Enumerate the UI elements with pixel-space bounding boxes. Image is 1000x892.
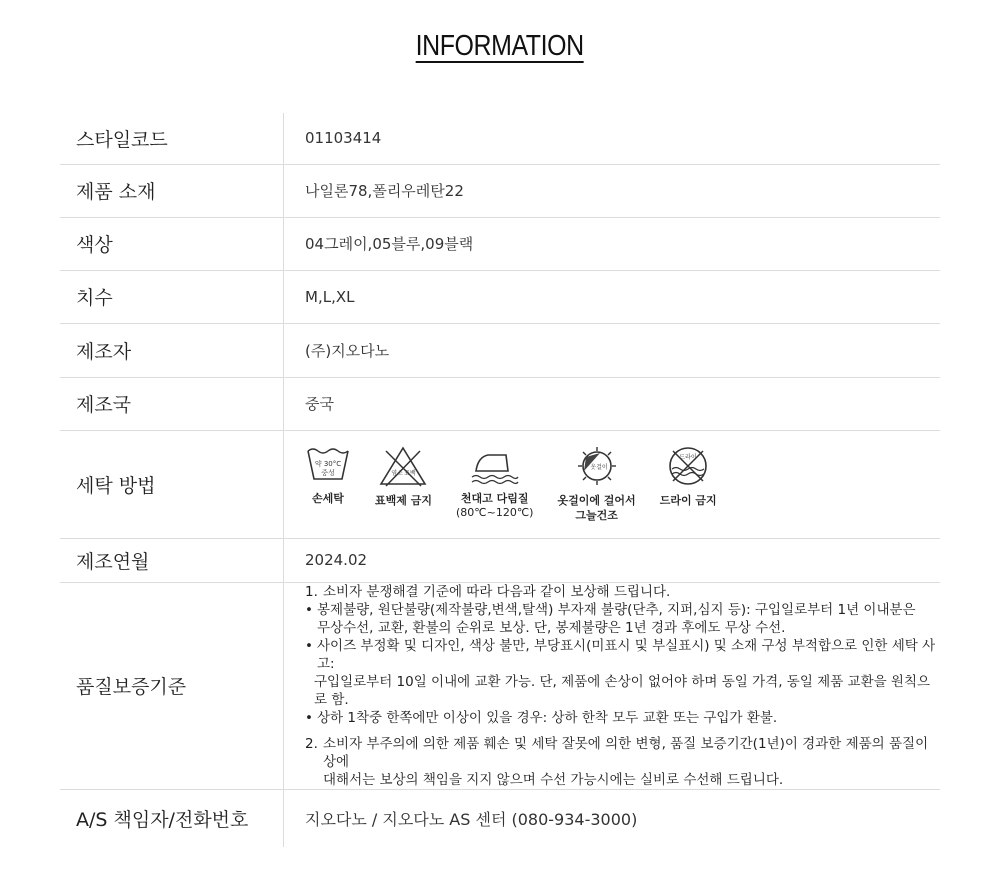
hang-dry-label: 옷걸이에 걸어서	[557, 494, 636, 507]
no-dry-clean-icon	[664, 445, 712, 487]
page-title: INFORMATION	[416, 30, 584, 62]
guarantee-bullet-3	[305, 709, 940, 727]
care-item-hand-wash	[305, 445, 351, 506]
size-value: M,L,XL	[284, 270, 941, 323]
bullet-char: •	[305, 637, 313, 654]
washing-label: 세탁 방법	[60, 430, 284, 538]
care-symbols	[305, 445, 940, 523]
hang-dry-sub: 그늘건조	[575, 509, 618, 522]
product-info-table	[60, 113, 940, 847]
as-value: 지오다노 / 지오다노 AS 센터 (080-934-3000)	[305, 809, 638, 829]
row-washing	[60, 430, 940, 538]
care-item-hang-dry	[557, 445, 635, 523]
country-label: 제조국	[60, 377, 284, 430]
size-label: 치수	[60, 270, 284, 323]
guarantee-value	[284, 582, 941, 789]
bullet-char: •	[305, 709, 313, 726]
hand-wash-temp: 약 30°C	[314, 460, 342, 468]
color-value: 04그레이,05블루,09블랙	[284, 217, 941, 270]
guarantee-bullet-2-line-2: 구입일로부터 10일 이내에 교환 가능. 단, 제품에 손상이 없어야 하며 동일 가격, 동일 제품 교환을 원칙으로 함.	[314, 673, 931, 708]
care-item-iron	[456, 445, 534, 520]
row-maker	[60, 323, 940, 377]
no-bleach-chlorine: 염소	[391, 470, 404, 477]
row-country	[60, 377, 940, 430]
row-as	[60, 789, 940, 847]
material-label: 제품 소재	[60, 164, 284, 217]
care-item-no-dry-clean	[660, 445, 717, 508]
guarantee-label: 품질보증기준	[60, 582, 284, 789]
maker-label: 제조자	[60, 323, 284, 377]
as-label: A/S 책임자/전화번호	[60, 789, 284, 847]
guarantee-item-1-text: 소비자 분쟁해결 기준에 따라 다음과 같이 보상해 드립니다.	[323, 583, 671, 600]
no-bleach-bleach: 표백	[404, 470, 417, 477]
guarantee-item-2	[305, 735, 940, 789]
date-value: 2024.02	[284, 538, 941, 582]
date-label: 제조연월	[60, 538, 284, 582]
hand-wash-detergent: 중성	[321, 469, 335, 477]
iron-temp-range: (80℃~120℃)	[455, 506, 534, 519]
color-label: 색상	[60, 217, 284, 270]
maker-value: (주)지오다노	[284, 323, 941, 377]
guarantee-bullet-2-line-1: 사이즈 부정확 및 디자인, 색상 불만, 부당표시(미표시 및 부실표시) 및 소재 구성 부적합으로 인한 세탁 사고:	[317, 637, 936, 672]
row-date	[60, 538, 940, 582]
hang-dry-shade-icon	[572, 445, 622, 487]
no-dry-clean-text: 드라이	[679, 454, 697, 461]
row-guarantee	[60, 582, 940, 789]
guarantee-item-2-line-2: 대해서는 보상의 책임을 지지 않으며 수선 가능시에는 실비로 수선해 드립니다.	[323, 771, 784, 788]
hand-wash-label: 손세탁	[312, 492, 344, 505]
guarantee-item-1	[305, 583, 940, 601]
no-bleach-icon	[378, 445, 428, 487]
style-code-label: 스타일코드	[60, 113, 284, 164]
row-size	[60, 270, 940, 323]
guarantee-text	[305, 583, 940, 789]
page-title-wrap	[0, 30, 1000, 63]
washing-value	[284, 430, 941, 538]
guarantee-item-2-num: 2.	[305, 735, 318, 752]
iron-with-cloth-icon	[470, 445, 520, 485]
row-style-code	[60, 113, 940, 164]
guarantee-bullet-1-line-2: 무상수선, 교환, 환불의 순위로 보상. 단, 봉제불량은 1년 경과 후에도 무상 수선.	[317, 619, 786, 636]
style-code-value: 01103414	[284, 113, 941, 164]
row-color	[60, 217, 940, 270]
care-item-no-bleach	[375, 445, 432, 508]
no-dry-clean-label: 드라이 금지	[659, 494, 717, 507]
row-material	[60, 164, 940, 217]
iron-label: 천대고 다림질	[460, 492, 529, 505]
guarantee-item-2-line-1: 소비자 부주의에 의한 제품 훼손 및 세탁 잘못에 의한 변형, 품질 보증기간(1년)이 경과한 제품의 품질이상에	[323, 735, 929, 770]
no-bleach-label: 표백제 금지	[375, 494, 432, 507]
guarantee-bullet-2	[305, 637, 940, 709]
country-value: 중국	[284, 377, 941, 430]
hand-wash-icon	[305, 445, 351, 485]
guarantee-bullet-3-text: 상하 1착중 한쪽에만 이상이 있을 경우: 상하 한착 모두 교환 또는 구입가 환불.	[317, 709, 778, 726]
material-value: 나일론78,폴리우레탄22	[284, 164, 941, 217]
guarantee-bullet-1-line-1: 봉제불량, 원단불량(제작불량,변색,탈색) 부자재 불량(단추, 지퍼,심지 등): 구입일로부터 1년 이내분은	[317, 601, 916, 618]
bullet-char: •	[305, 601, 313, 618]
hang-dry-hanger: 옷걸이	[589, 464, 608, 471]
guarantee-item-1-num: 1.	[305, 583, 318, 600]
guarantee-spacer	[305, 727, 940, 735]
guarantee-bullet-1	[305, 601, 940, 637]
